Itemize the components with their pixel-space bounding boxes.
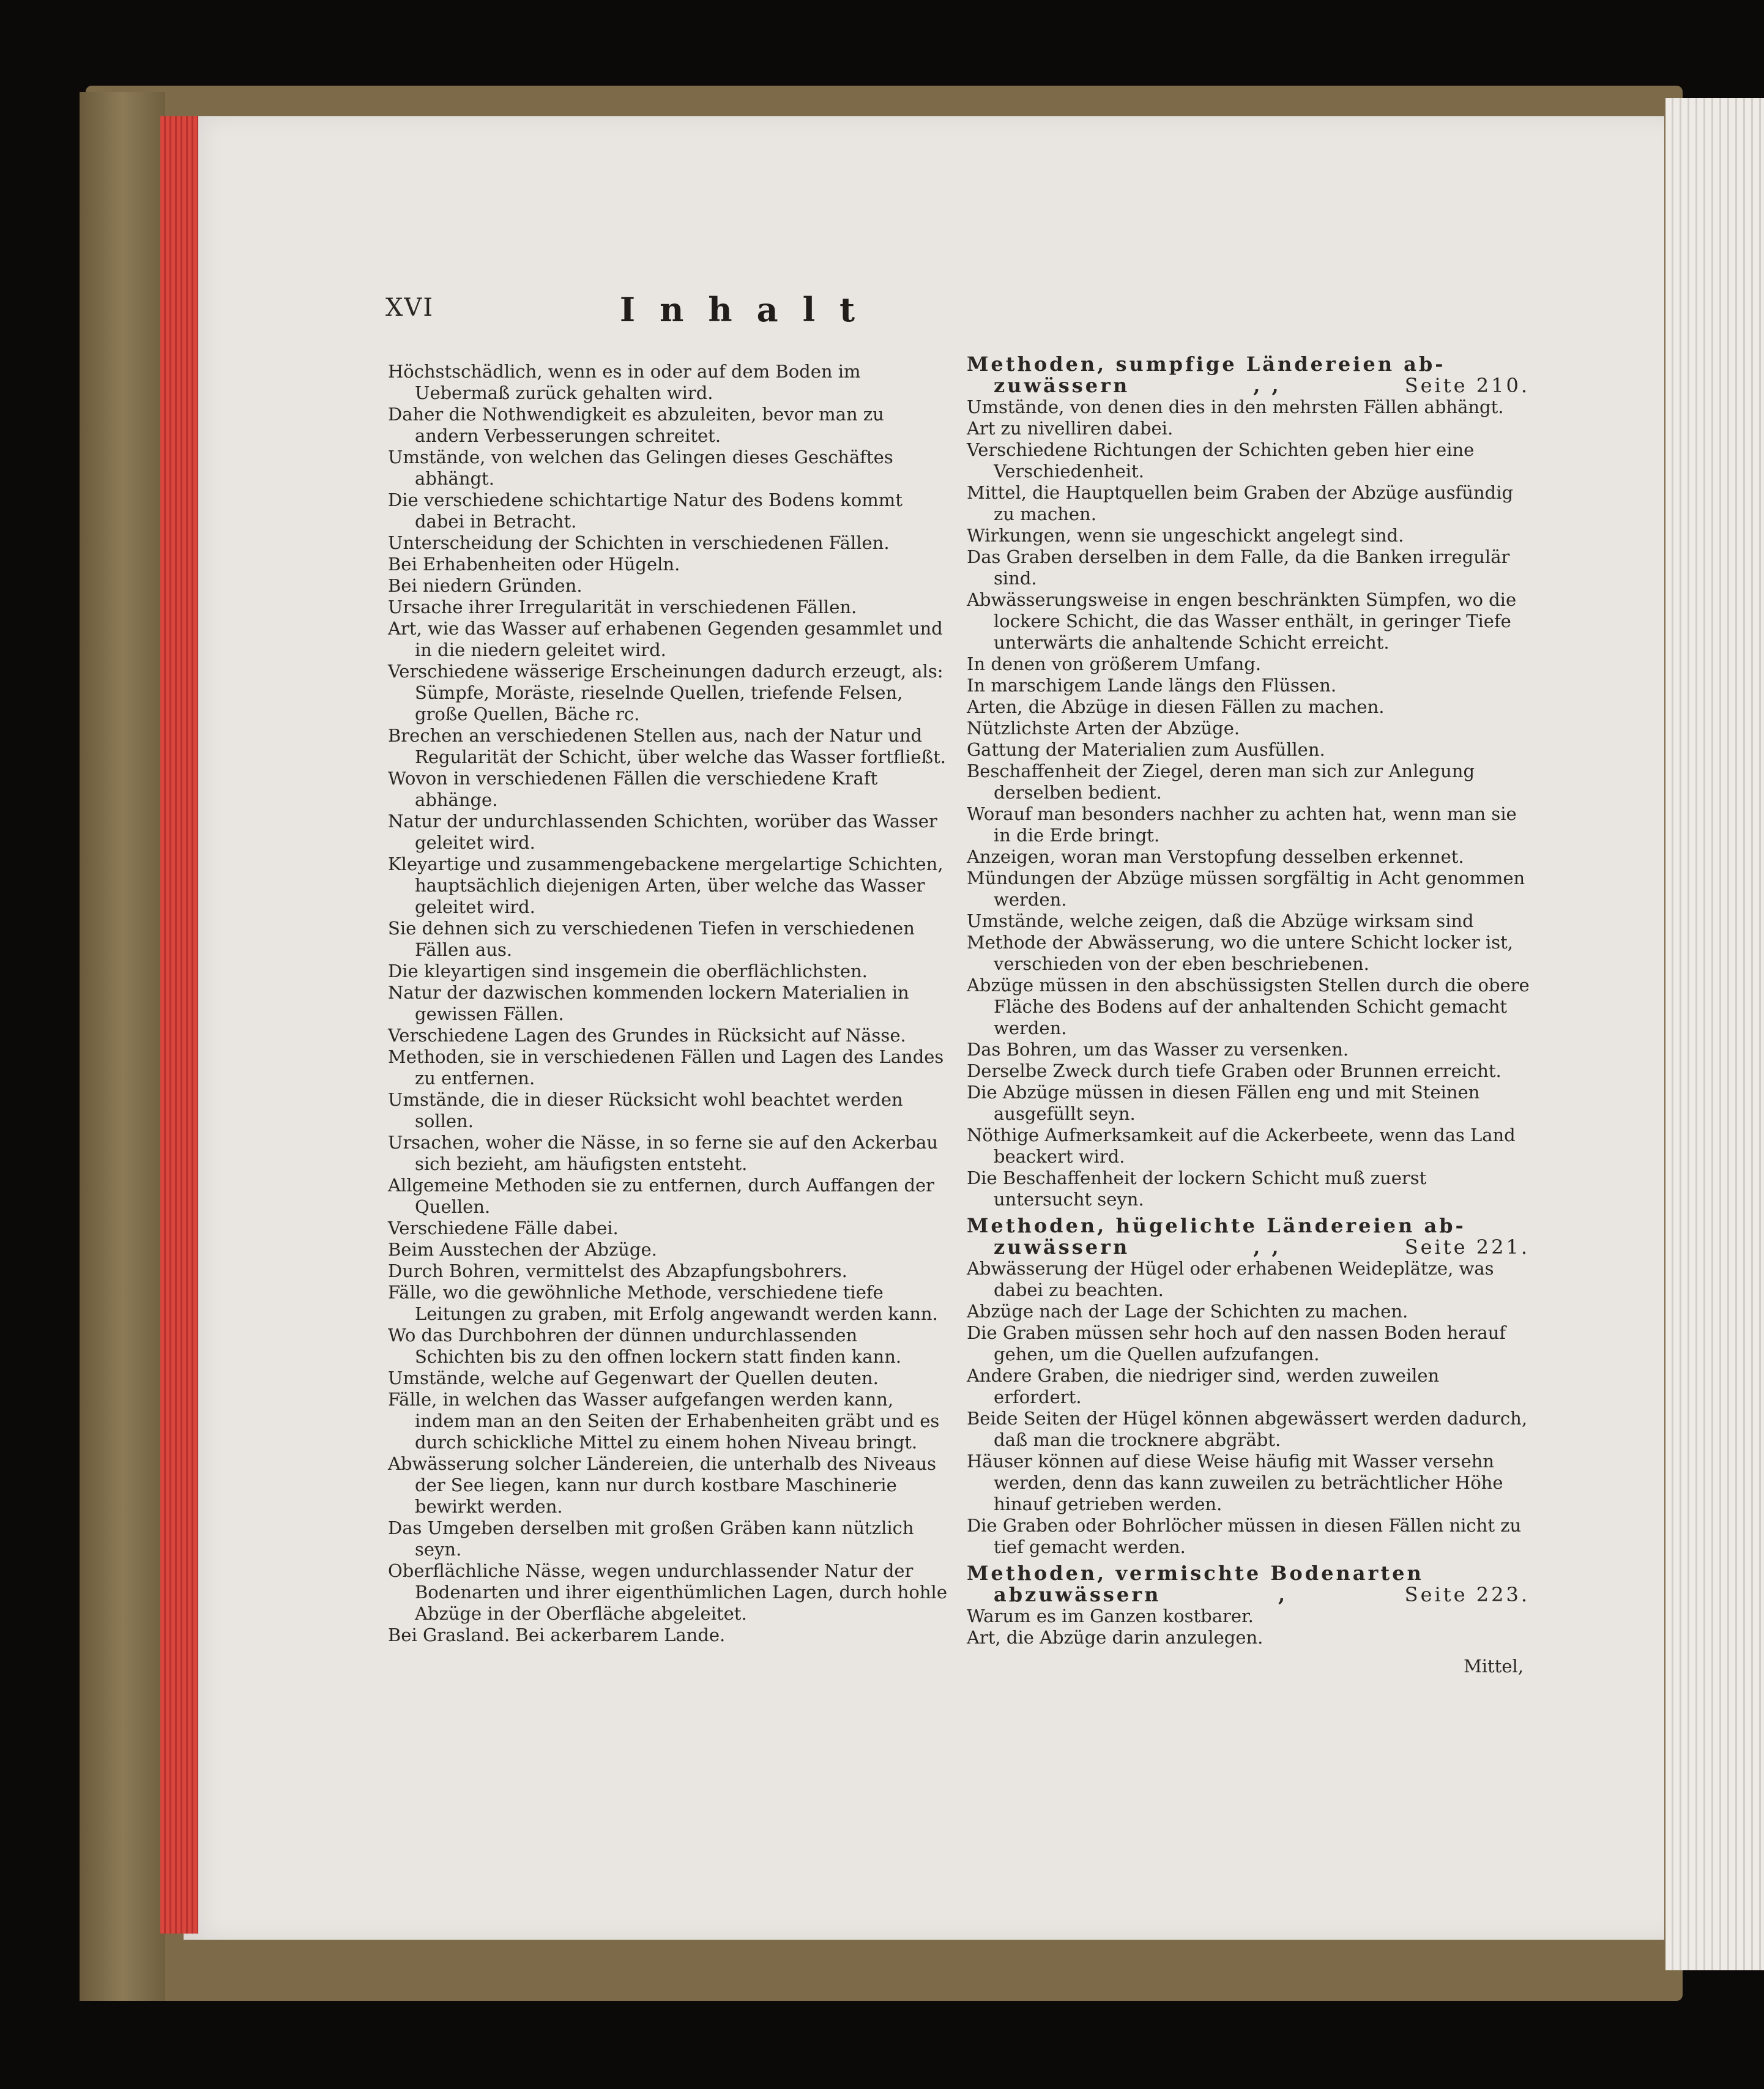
- toc-entry: Durch Bohren, vermittelst des Abzapfungsbohrers.: [388, 1260, 847, 1281]
- toc-entry: Umstände, welche zeigen, daß die Abzüge wirksam sind: [967, 910, 1474, 931]
- toc-entry: Die Graben oder Bohrlöcher müssen in diesen Fällen nicht zu tief gemacht werden.: [967, 1515, 1522, 1557]
- toc-entry: In denen von größerem Umfang.: [967, 654, 1262, 674]
- toc-entry: Die Abzüge müssen in diesen Fällen eng und mit Steinen ausgefüllt seyn.: [967, 1082, 1480, 1124]
- toc-entry: Die Graben müssen sehr hoch auf den nassen Boden herauf gehen, um die Quellen aufzufangen.: [967, 1322, 1506, 1365]
- toc-entry: Verschiedene Lagen des Grundes in Rücksicht auf Nässe.: [388, 1025, 906, 1046]
- section-heading-line-2: [967, 1237, 1530, 1258]
- section-heading: [967, 1563, 1530, 1606]
- section-heading-line: Methoden, hügelichte Ländereien ab-: [967, 1214, 1466, 1237]
- toc-entry: Unterscheidung der Schichten in verschiedenen Fällen.: [388, 532, 890, 553]
- toc-entry: Ursache ihrer Irregularität in verschiedenen Fällen.: [388, 597, 857, 617]
- toc-entry: Umstände, die in dieser Rücksicht wohl beachtet werden sollen.: [388, 1089, 903, 1131]
- toc-entry: Wovon in verschiedenen Fällen die verschiedene Kraft abhänge.: [388, 768, 878, 810]
- section-page-ref: Seite 223.: [1404, 1583, 1530, 1606]
- toc-entry: Fälle, wo die gewöhnliche Methode, verschiedene tiefe Leitungen zu graben, mit Erfolg angewandt werden kann.: [388, 1282, 938, 1324]
- toc-entry: Das Bohren, um das Wasser zu versenken.: [967, 1039, 1349, 1060]
- toc-entry: Das Umgeben derselben mit großen Gräben kann nützlich seyn.: [388, 1517, 914, 1560]
- toc-entry: Methoden, sie in verschiedenen Fällen und Lagen des Landes zu entfernen.: [388, 1046, 944, 1089]
- section-heading: [967, 1215, 1530, 1258]
- toc-entry: Natur der undurchlassenden Schichten, worüber das Wasser geleitet wird.: [388, 811, 937, 853]
- toc-entry: Warum es im Ganzen kostbarer.: [967, 1606, 1254, 1626]
- section-dots: , ,: [1253, 374, 1281, 397]
- toc-entry: Mittel, die Hauptquellen beim Graben der Abzüge ausfündig zu machen.: [967, 482, 1514, 524]
- toc-entry: Umstände, welche auf Gegenwart der Quellen deuten.: [388, 1368, 879, 1388]
- toc-entry: Oberflächliche Nässe, wegen undurchlassender Natur der Bodenarten und ihrer eigenthümlichen Lagen, durch hohle Abzüge in der Oberfläche abgeleitet.: [388, 1560, 947, 1624]
- toc-entry: Bei Grasland. Bei ackerbarem Lande.: [388, 1625, 726, 1645]
- toc-entry: Gattung der Materialien zum Ausfüllen.: [967, 739, 1325, 760]
- red-page-edge: [160, 116, 198, 1934]
- toc-entry: Art, wie das Wasser auf erhabenen Gegenden gesammlet und in die niedern geleitet wird.: [388, 618, 943, 660]
- section-heading-line: Methoden, sumpfige Ländereien ab-: [967, 352, 1446, 376]
- toc-entry: Beschaffenheit der Ziegel, deren man sich zur Anlegung derselben bedient.: [967, 761, 1475, 803]
- toc-entry: Verschiedene Fälle dabei.: [388, 1218, 619, 1238]
- toc-entry: Umstände, von welchen das Gelingen dieses Geschäftes abhängt.: [388, 447, 893, 489]
- toc-entry: Andere Graben, die niedriger sind, werden zuweilen erfordert.: [967, 1365, 1440, 1407]
- toc-entry: Die kleyartigen sind insgemein die oberflächlichsten.: [388, 961, 868, 981]
- toc-entry: Wirkungen, wenn sie ungeschickt angelegt sind.: [967, 525, 1404, 546]
- toc-entry: Arten, die Abzüge in diesen Fällen zu machen.: [967, 696, 1385, 717]
- toc-entry: Sie dehnen sich zu verschiedenen Tiefen in verschiedenen Fällen aus.: [388, 918, 915, 960]
- toc-entry: Wo das Durchbohren der dünnen undurchlassenden Schichten bis zu den offnen lockern statt finden kann.: [388, 1325, 902, 1367]
- toc-entry: Abwässerungsweise in engen beschränkten Sümpfen, wo die lockere Schicht, die das Wasser enthält, in geringer Tiefe unterwärts die anhaltende Schicht erreicht.: [967, 589, 1517, 653]
- left-column: [388, 361, 951, 1646]
- section-page-ref: Seite 221.: [1404, 1235, 1530, 1259]
- section-heading-word: abzuwässern: [994, 1583, 1161, 1606]
- toc-entry: Häuser können auf diese Weise häufig mit Wasser versehn werden, denn das kann zuweilen zu beträchtlicher Höhe hinauf getrieben werden.: [967, 1451, 1503, 1514]
- section-dots: ,: [1278, 1583, 1288, 1606]
- toc-entry: Art, die Abzüge darin anzulegen.: [967, 1627, 1263, 1648]
- section-heading-line: Methoden, vermischte Bodenarten: [967, 1562, 1424, 1585]
- toc-entry: Derselbe Zweck durch tiefe Graben oder Brunnen erreicht.: [967, 1060, 1502, 1081]
- section-heading: [967, 354, 1530, 397]
- toc-entry: Fälle, in welchen das Wasser aufgefangen werden kann, indem man an den Seiten der Erhabenheiten gräbt und es durch schickliche Mittel zu einem hohen Niveau bringt.: [388, 1389, 940, 1453]
- book-spine: [80, 92, 165, 2001]
- toc-entry: Nöthige Aufmerksamkeit auf die Ackerbeete, wenn das Land beackert wird.: [967, 1125, 1516, 1167]
- toc-entry: Daher die Nothwendigkeit es abzuleiten, bevor man zu andern Verbesserungen schreitet.: [388, 404, 884, 446]
- toc-entry: Beide Seiten der Hügel können abgewässert werden dadurch, daß man die trocknere abgräbt.: [967, 1408, 1528, 1450]
- catchword: Mittel,: [1464, 1656, 1524, 1677]
- facing-page-edges: [1665, 98, 1764, 1970]
- toc-entry: Worauf man besonders nachher zu achten hat, wenn man sie in die Erde bringt.: [967, 803, 1517, 846]
- toc-entry: Das Graben derselben in dem Falle, da die Banken irregulär sind.: [967, 546, 1510, 589]
- toc-entry: Die Beschaffenheit der lockern Schicht muß zuerst untersucht seyn.: [967, 1167, 1427, 1210]
- toc-entry: Verschiedene wässerige Erscheinungen dadurch erzeugt, als: Sümpfe, Moräste, rieselnde Quellen, triefende Felsen, große Quellen, Bäche rc.: [388, 661, 943, 724]
- toc-entry: In marschigem Lande längs den Flüssen.: [967, 675, 1337, 696]
- section-heading-line-2: [967, 1584, 1530, 1606]
- toc-entry: Natur der dazwischen kommenden lockern Materialien in gewissen Fällen.: [388, 982, 909, 1024]
- toc-entry: Die verschiedene schichtartige Natur des Bodens kommt dabei in Betracht.: [388, 490, 902, 532]
- toc-entry: Brechen an verschiedenen Stellen aus, nach der Natur und Regularität der Schicht, über welche das Wasser fortfließt.: [388, 725, 946, 767]
- right-column: [967, 349, 1530, 1677]
- section-heading-line-2: [967, 375, 1530, 397]
- section-page-ref: Seite 210.: [1404, 374, 1530, 397]
- toc-entry: Art zu nivelliren dabei.: [967, 418, 1174, 439]
- toc-entry: Mündungen der Abzüge müssen sorgfältig in Acht genommen werden.: [967, 868, 1525, 910]
- toc-entry: Umstände, von denen dies in den mehrsten Fällen abhängt.: [967, 397, 1504, 417]
- toc-entry: Ursachen, woher die Nässe, in so ferne sie auf den Ackerbau sich bezieht, am häufigsten entsteht.: [388, 1132, 939, 1174]
- section-heading-word: zuwässern: [994, 374, 1130, 397]
- toc-entry: Methode der Abwässerung, wo die untere Schicht locker ist, verschieden von der eben beschriebenen.: [967, 932, 1513, 974]
- section-heading-word: zuwässern: [994, 1235, 1130, 1259]
- toc-entry: Beim Ausstechen der Abzüge.: [388, 1239, 657, 1260]
- toc-entry: Abzüge müssen in den abschüssigsten Stellen durch die obere Fläche des Bodens auf der anhaltenden Schicht gemacht werden.: [967, 975, 1530, 1038]
- toc-entry: Kleyartige und zusammengebackene mergelartige Schichten, hauptsächlich diejenigen Arten, über welche das Wasser geleitet wird.: [388, 854, 943, 917]
- toc-entry: Höchstschädlich, wenn es in oder auf dem Boden im Uebermaß zurück gehalten wird.: [388, 361, 861, 403]
- page-header: [385, 290, 1114, 330]
- section-dots: , ,: [1253, 1235, 1281, 1259]
- toc-entry: Abwässerung der Hügel oder erhabenen Weideplätze, was dabei zu beachten.: [967, 1258, 1494, 1300]
- toc-entry: Bei Erhabenheiten oder Hügeln.: [388, 554, 680, 575]
- toc-entry: Anzeigen, woran man Verstopfung desselben erkennet.: [967, 846, 1464, 867]
- page-folio: XVI: [385, 294, 434, 322]
- toc-entry: Abwässerung solcher Ländereien, die unterhalb des Niveaus der See liegen, kann nur durch kostbare Maschinerie bewirkt werden.: [388, 1453, 936, 1517]
- page-title: Inhalt: [619, 290, 880, 329]
- toc-entry: Allgemeine Methoden sie zu entfernen, durch Auffangen der Quellen.: [388, 1175, 935, 1217]
- toc-entry: Bei niedern Gründen.: [388, 575, 582, 596]
- toc-entry: Abzüge nach der Lage der Schichten zu machen.: [967, 1301, 1409, 1322]
- toc-entry: Nützlichste Arten der Abzüge.: [967, 718, 1240, 739]
- toc-entry: Verschiedene Richtungen der Schichten geben hier eine Verschiedenheit.: [967, 439, 1475, 482]
